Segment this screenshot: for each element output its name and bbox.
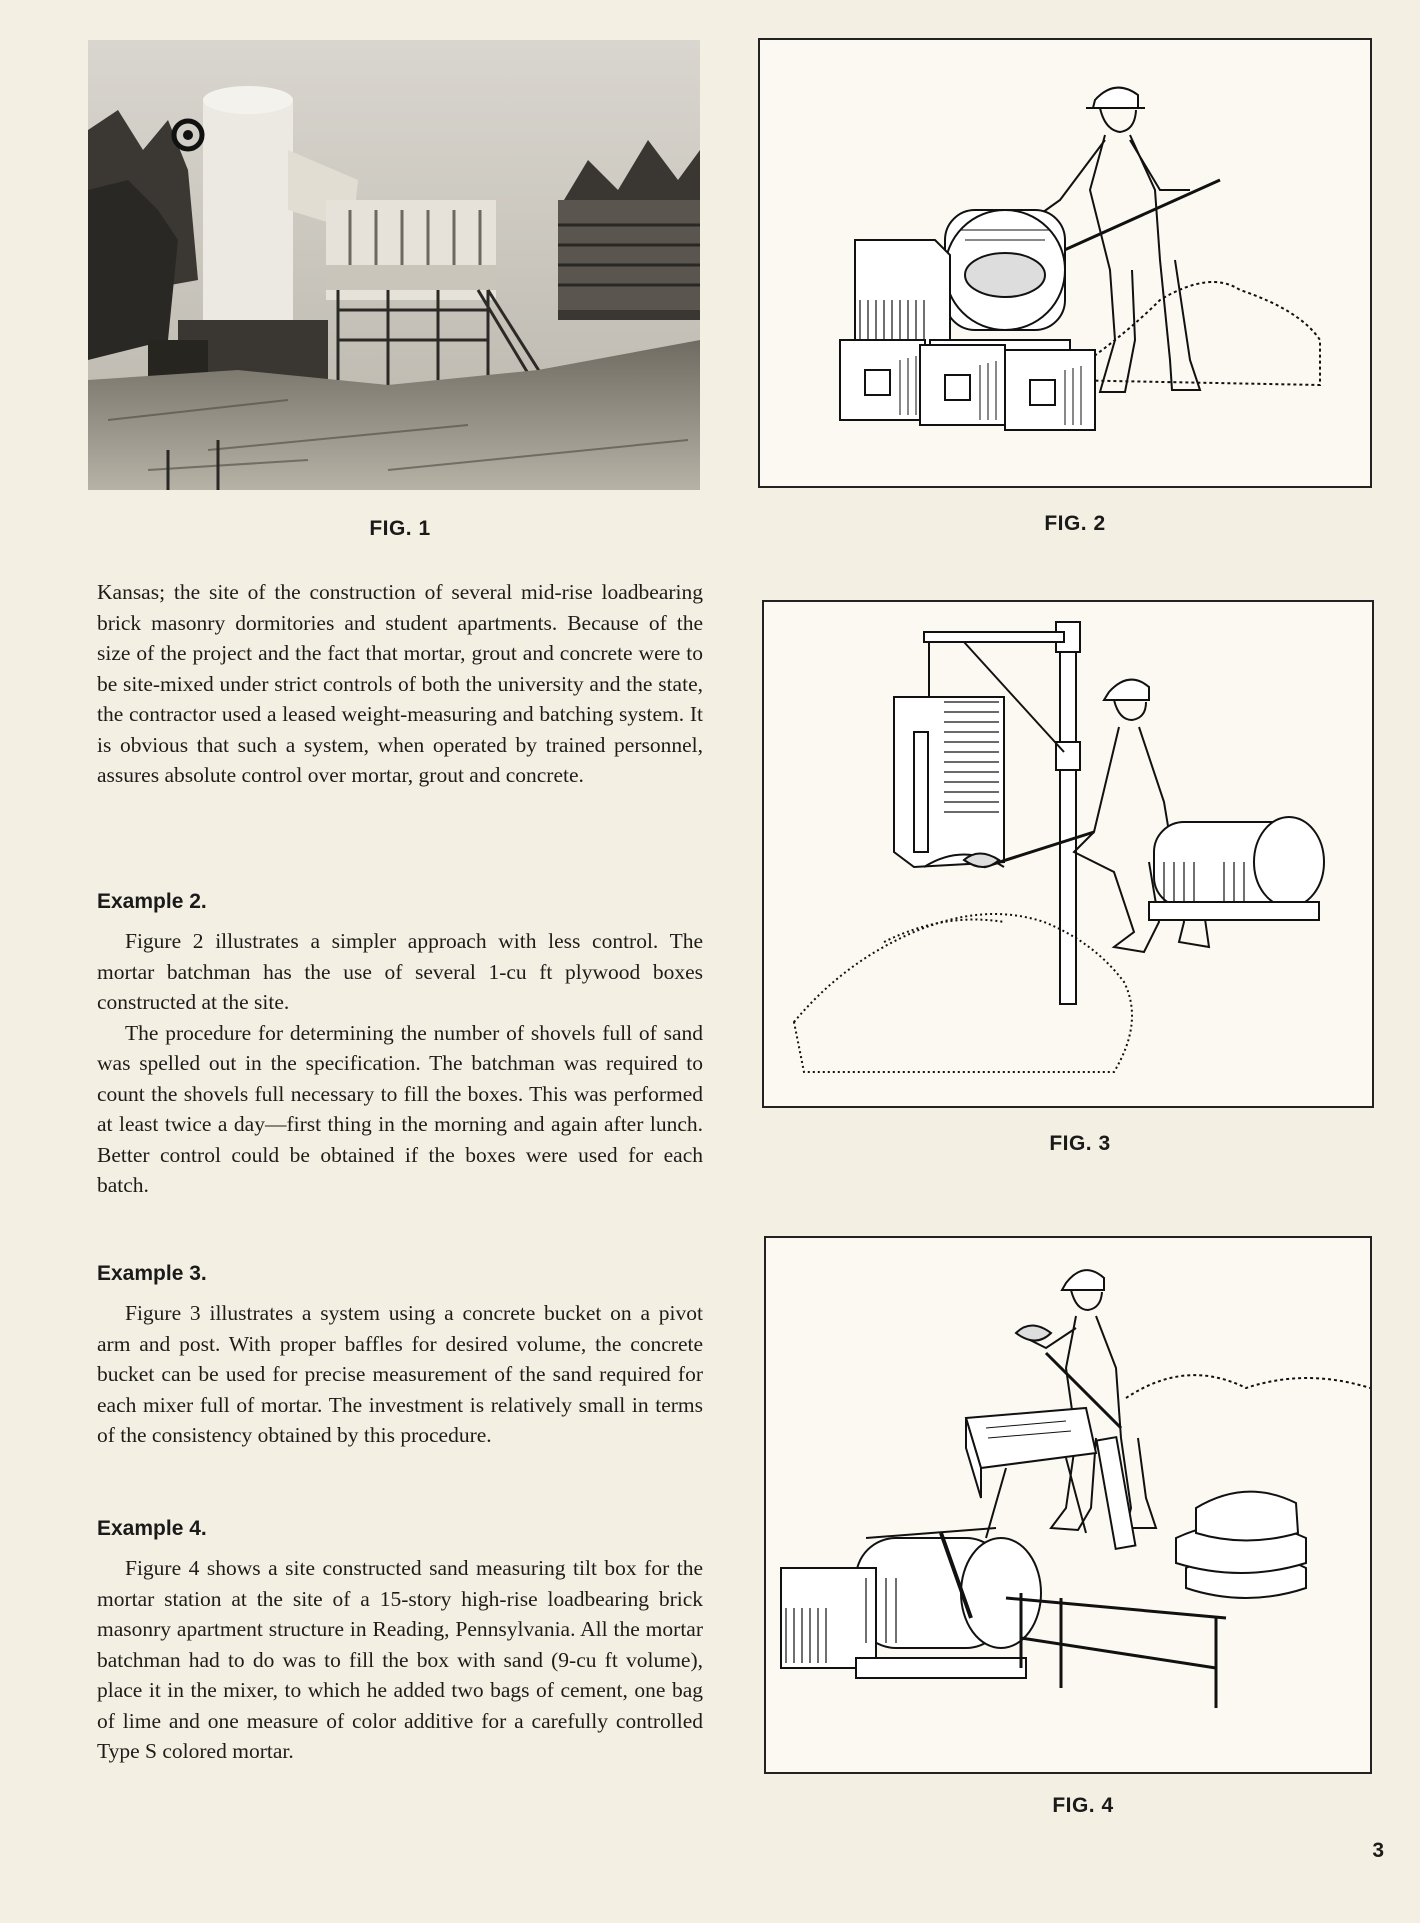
example3-heading: Example 3. (97, 1262, 207, 1285)
example3-section (97, 1262, 703, 1451)
example2-paragraph-2: The procedure for determining the number of shovels full of sand was spelled out in the specification. The batchman was required to count the shovels full necessary to fill the boxes. This was performed at least twice a day—first thing in the morning and again after lunch. Better control could be obtained if the boxes were used for each batch. (97, 1020, 703, 1197)
fig4-illustration (764, 1236, 1372, 1774)
page-number: 3 (1372, 1839, 1384, 1862)
fig3-illustration (762, 600, 1374, 1108)
fig3-label: FIG. 3 (1049, 1132, 1111, 1155)
example2-heading: Example 2. (97, 890, 207, 913)
example2-section (97, 890, 703, 1201)
fig1-label: FIG. 1 (369, 517, 431, 540)
example4-section (97, 1517, 703, 1767)
fig2-illustration (758, 38, 1372, 488)
intro-paragraph: Kansas; the site of the construction of several mid-rise loadbearing brick masonry dormitories and student apartments. Because of the size of the project and the fact that mortar, grout and concrete were to be site-mixed under strict controls of both the university and the state, the contractor used a leased weight-measuring and batching system. It is obvious that such a system, when operated by trained personnel, assures absolute control over mortar, grout and concrete. (97, 580, 703, 787)
intro-block (97, 577, 703, 791)
fig4-label: FIG. 4 (1052, 1794, 1114, 1817)
fig1-photo (88, 40, 700, 490)
example4-heading: Example 4. (97, 1517, 207, 1540)
fig2-label: FIG. 2 (1044, 512, 1106, 535)
example3-paragraph-1: Figure 3 illustrates a system using a concrete bucket on a pivot arm and post. With proper baffles for desired volume, the concrete bucket can be used for precise measurement of the sand required for each mixer full of mortar. The investment is relatively small in terms of the consistency obtained by this procedure. (97, 1301, 703, 1447)
example2-paragraph-1: Figure 2 illustrates a simpler approach with less control. The mortar batchman has the use of several 1-cu ft plywood boxes constructed at the site. (97, 929, 703, 1014)
example4-paragraph-1: Figure 4 shows a site constructed sand measuring tilt box for the mortar station at the site of a 15-story high-rise loadbearing brick masonry apartment structure in Reading, Pennsylvania. All the mortar batchman had to do was to fill the box with sand (9-cu ft volume), place it in the mixer, to which he added two bags of cement, one bag of lime and one measure of color additive for a carefully controlled Type S colored mortar. (97, 1556, 703, 1763)
